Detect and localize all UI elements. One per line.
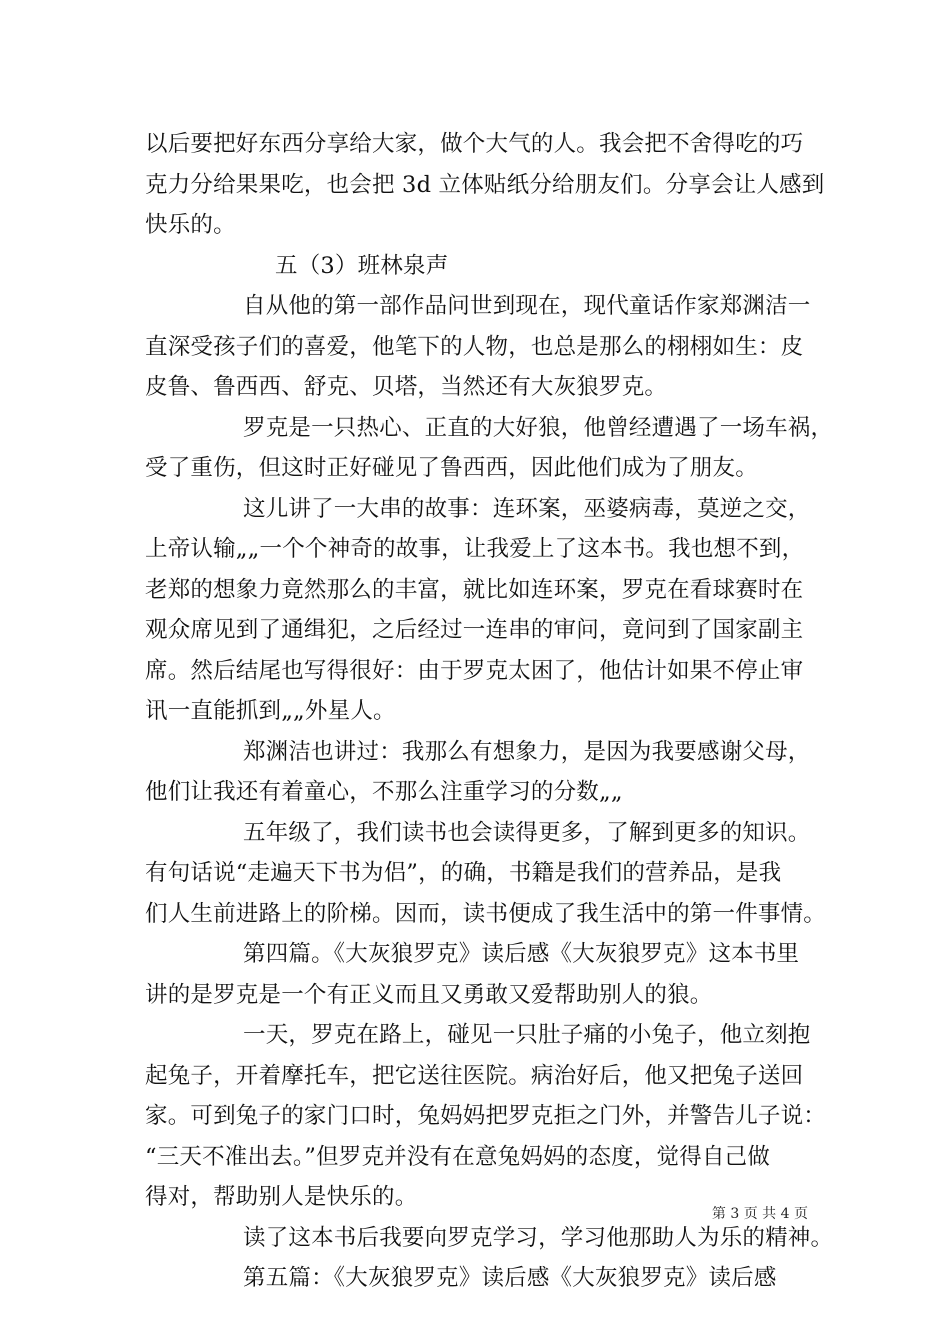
document-body <box>145 124 834 1299</box>
text-line: 起兔子，开着摩托车，把它送往医院。病治好后，他又把兔子送回 <box>145 1062 804 1089</box>
text-line: 直深受孩子们的喜爱，他笔下的人物，也总是那么的栩栩如生：皮 <box>145 333 804 360</box>
text-line: 观众席见到了通缉犯，之后经过一连串的审问，竟问到了国家副主 <box>145 617 804 643</box>
text-line: 五年级了，我们读书也会读得更多，了解到更多的知识。 <box>243 819 811 846</box>
text-line: 得对，帮助别人是快乐的。 <box>145 1184 418 1210</box>
text-line: 皮鲁、鲁西西、舒克、贝塔，当然还有大灰狼罗克。 <box>145 374 668 400</box>
text-line: 郑渊洁也讲过：我那么有想象力，是因为我要感谢父母， <box>243 738 811 765</box>
text-line: 一天，罗克在路上，碰见一只肚子痛的小兔子，他立刻抱 <box>243 1022 811 1048</box>
text-line: 这儿讲了一大串的故事：连环案，巫婆病毒，莫逆之交， <box>243 495 811 522</box>
author-line: 五（3）班林泉声 <box>275 252 449 279</box>
text-line: 罗克是一只热心、正直的大好狼，他曾经遭遇了一场车祸， <box>243 414 834 441</box>
text-line: 读了这本书后我要向罗克学习，学习他那助人为乐的精神。 <box>243 1224 834 1251</box>
text-line: 老郑的想象力竟然那么的丰富，就比如连环案，罗克在看球赛时在 <box>145 576 804 603</box>
text-line: 自从他的第一部作品问世到现在，现代童话作家郑渊洁一 <box>243 293 811 319</box>
text-line: 克力分给果果吃，也会把 3d 立体贴纸分给朋友们。分享会让人感到 <box>145 171 825 198</box>
text-line: 有句话说“走遍天下书为侣”，的确，书籍是我们的营养品，是我 <box>145 860 782 886</box>
text-line: 他们让我还有着童心，不那么注重学习的分数„„ <box>145 779 623 805</box>
section-heading-line: 第五篇：《大灰狼罗克》读后感《大灰狼罗克》读后感 <box>243 1265 777 1291</box>
text-line: 席。然后结尾也写得很好：由于罗克太困了，他估计如果不停止审 <box>145 657 804 684</box>
text-line: 快乐的。 <box>145 212 236 238</box>
text-line: 讲的是罗克是一个有正义而且又勇敢又爱帮助别人的狼。 <box>145 981 713 1008</box>
text-line: 受了重伤，但这时正好碰见了鲁西西，因此他们成为了朋友。 <box>145 455 758 481</box>
text-line: 以后要把好东西分享给大家，做个大气的人。我会把不舍得吃的巧 <box>145 131 804 157</box>
text-line: 们人生前进路上的阶梯。因而，读书便成了我生活中的第一件事情。 <box>145 900 827 927</box>
text-line: 上帝认输„„一个个神奇的故事，让我爱上了这本书。我也想不到， <box>145 536 805 562</box>
text-line: 家。可到兔子的家门口时，兔妈妈把罗克拒之门外，并警告儿子说： <box>145 1103 827 1129</box>
text-line: “三天不准出去。”但罗克并没有在意兔妈妈的态度，觉得自己做 <box>145 1143 771 1170</box>
text-line: 讯一直能抓到„„外星人。 <box>145 698 396 724</box>
section-heading-line: 第四篇。《大灰狼罗克》读后感《大灰狼罗克》这本书里 <box>243 941 800 967</box>
page-number-footer: 第 3 页 共 4 页 <box>711 1206 808 1222</box>
